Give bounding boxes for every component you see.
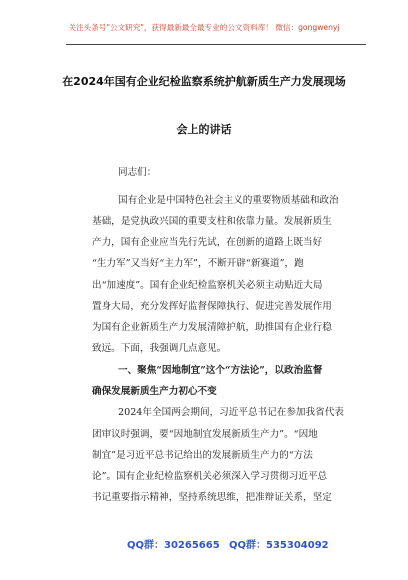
paragraph-line: 论”。国有企业纪检监察机关必须深入学习贯彻习近平总 xyxy=(92,471,328,482)
paragraph-line: 产力，国有企业应当先行先试，在创新的道路上既当好 xyxy=(92,237,323,248)
paragraph-line: 团审议时强调，要“因地制宜发展新质生产力”。“因地 xyxy=(92,429,318,440)
salutation: 同志们： xyxy=(118,167,157,178)
section-heading: 一、聚焦“因地制宜”这个“方法论”，以政治监督 xyxy=(118,365,323,376)
paragraph-line: 出“加速度”。国有企业纪检监察机关必须主动贴近大局 xyxy=(92,280,323,291)
paragraph-line: 国有企业是中国特色社会主义的重要物质基础和政治 xyxy=(118,195,339,206)
footer-qq-group-2: QQ群：535304092 xyxy=(229,540,329,551)
header-divider xyxy=(66,44,366,45)
footer-qq-group-1: QQ群：30265665 xyxy=(127,540,220,551)
paragraph-line: 为国有企业新质生产力发展清障护航，助推国有企业行稳 xyxy=(92,322,332,333)
header-note: 关注头条号"公文研究"，获得最新最全最专业的公文资料库！ 微信：gongwenyj xyxy=(68,23,340,32)
paragraph-line: 置身大局，充分发挥好监督保障执行、促进完善发展作用 xyxy=(92,301,332,312)
document-title-line-2: 会上的讲话 xyxy=(176,123,232,136)
section-heading: 确保发展新质生产力初心不变 xyxy=(92,386,217,397)
paragraph-line: 2024年全国两会期间，习近平总书记在参加我省代表 xyxy=(118,407,344,418)
paragraph-line: 制宜”是习近平总书记给出的发展新质生产力的“方法 xyxy=(92,450,313,461)
paragraph-line: 致远。下面，我强调几点意见。 xyxy=(92,343,227,354)
paragraph-line: 基础，是党执政兴国的重要支柱和依靠力量。发展新质生 xyxy=(92,216,332,227)
footer xyxy=(0,536,408,552)
document-title-line-1: 在2024年国有企业纪检监察系统护航新质生产力发展现场 xyxy=(62,75,346,88)
paragraph-line: 书记重要指示精神，坚持系统思维，把准辩证关系，坚定 xyxy=(92,492,332,503)
paragraph-line: “生力军”又当好“主力军”，不断开辟“新赛道”，跑 xyxy=(92,258,304,269)
